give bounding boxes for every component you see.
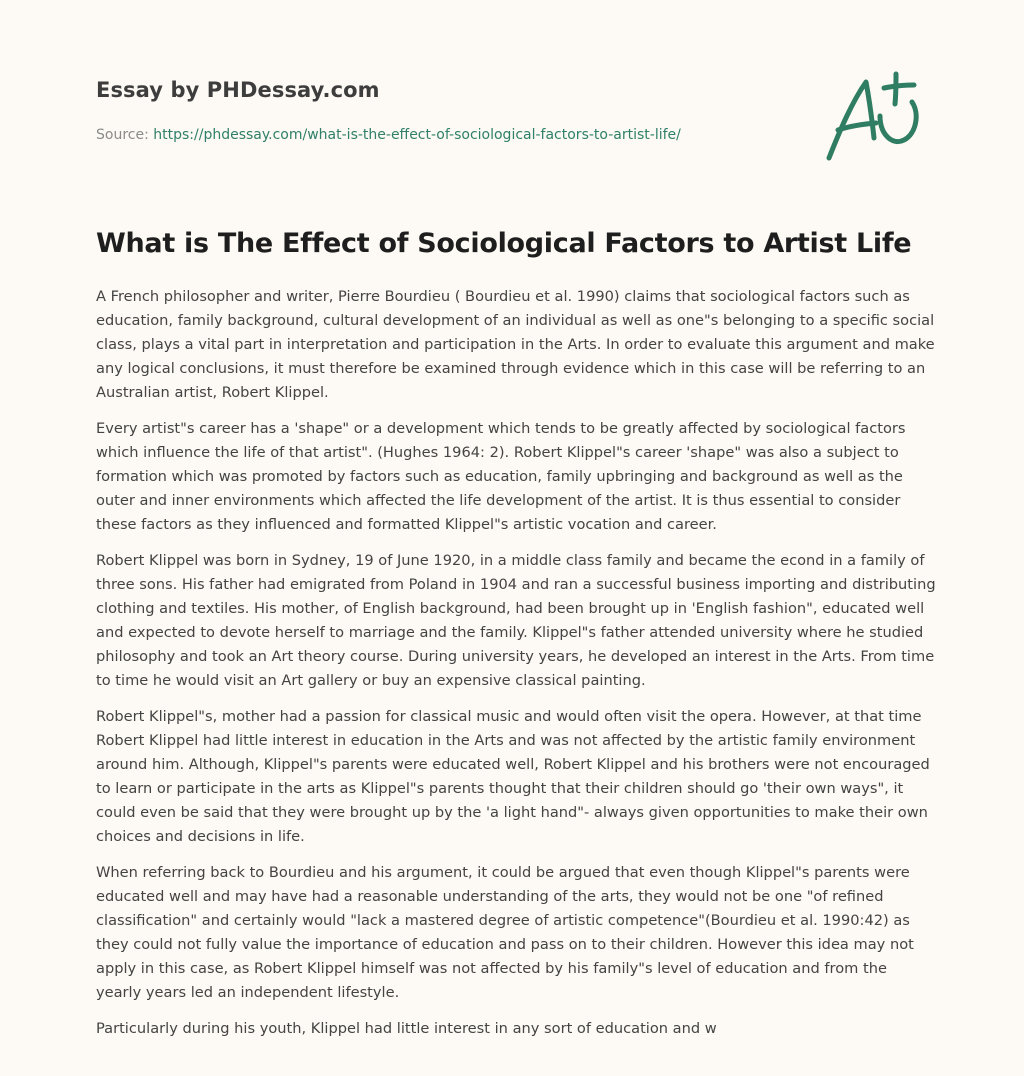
source-label: Source: <box>96 127 154 143</box>
essay-paragraph: When referring back to Bourdieu and his argument, it could be argued that even though Klippel"s parents were educated well and may have had a reasonable understanding of the arts, they would not be one "of refined classification" and certainly would "lack a mastered degree of artistic competence"(Bourdieu et al. 1990:42) as they could not fully value the importance of education and pass on to their children. However this idea may not apply in this case, as Robert Klippel himself was not affected by his family"s level of education and from the yearly years led an independent lifestyle. <box>96 864 914 1001</box>
essay-header <box>96 76 796 145</box>
site-brand: Essay by PHDessay.com <box>96 78 380 102</box>
essay-body <box>96 285 936 1053</box>
essay-title: What is The Effect of Sociological Factors to Artist Life <box>96 228 912 259</box>
essay-paragraph: Every artist"s career has a 'shape" or a development which tends to be greatly affected by sociological factors which influence the life of that artist". (Hughes 1964: 2). Robert Klippel"s career 'shape" was also a subject to formation which was promoted by factors such as education, family upbringing and background as well as the outer and inner environments which affected the life development of the artist. It is thus essential to consider these factors as they influenced and formatted Klippel"s artistic vocation and career. <box>96 420 906 533</box>
source-link[interactable]: https://phdessay.com/what-is-the-effect-of-sociological-factors-to-artist-life/ <box>153 127 681 143</box>
essay-paragraph: A French philosopher and writer, Pierre Bourdieu ( Bourdieu et al. 1990) claims that sociological factors such as education, family background, cultural development of an individual as well as one"s belonging to a specific social class, plays a vital part in interpretation and participation in the Arts. In order to evaluate this argument and make any logical conclusions, it must therefore be examined through evidence which in this case will be referring to an Australian artist, Robert Klippel. <box>96 288 935 401</box>
essay-paragraph: Particularly during his youth, Klippel had little interest in any sort of education and w <box>96 1020 717 1037</box>
essay-paragraph: Robert Klippel was born in Sydney, 19 of June 1920, in a middle class family and became the econd in a family of three sons. His father had emigrated from Poland in 1904 and ran a successful business importing and distributing clothing and textiles. His mother, of English background, had been brought up in 'English fashion", educated well and expected to devote herself to marriage and the family. Klippel"s father attended university where he studied philosophy and took an Art theory course. During university years, he developed an interest in the Arts. From time to time he would visit an Art gallery or buy an expensive classical painting. <box>96 552 936 689</box>
essay-paragraph: Robert Klippel"s, mother had a passion for classical music and would often visit the opera. However, at that time Robert Klippel had little interest in education in the Arts and was not affected by the artistic family environment around him. Although, Klippel"s parents were educated well, Robert Klippel and his brothers were not encouraged to learn or participate in the arts as Klippel"s parents thought that their children should go 'their own ways", it could even be said that they were brought up by the 'a light hand"- always given opportunities to make their own choices and decisions in life. <box>96 708 930 845</box>
a-plus-logo-icon <box>822 68 928 164</box>
source-line <box>96 125 796 145</box>
a-plus-logo <box>822 68 928 164</box>
